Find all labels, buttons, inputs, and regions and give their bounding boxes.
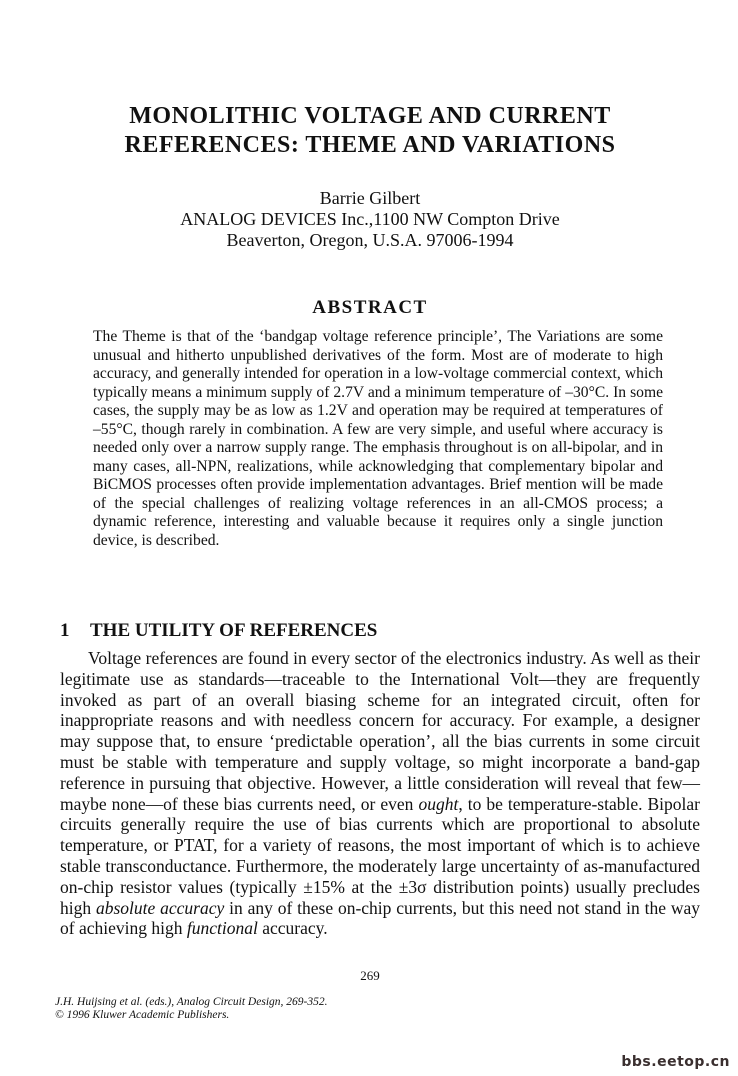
footer	[55, 996, 555, 1022]
author-block	[60, 188, 680, 251]
body-emphasis-absolute-accuracy: absolute accuracy	[95, 897, 225, 918]
body-emphasis-functional: functional	[186, 918, 258, 939]
abstract-heading: ABSTRACT	[312, 297, 428, 318]
section-heading	[60, 620, 700, 642]
title-line-1: MONOLITHIC VOLTAGE AND CURRENT	[129, 103, 611, 129]
title-line-2: REFERENCES: THEME AND VARIATIONS	[124, 132, 616, 158]
section-title: THE UTILITY OF REFERENCES	[90, 620, 378, 641]
body-text-part-3: in any of these on-chip currents, but this need not stand in the way of achieving high	[60, 897, 700, 939]
abstract-text: The Theme is that of the ‘bandgap voltage reference principle’, The Variations are some unusual and hitherto unpublished derivatives of the form. Most are of moderate to high accuracy, and generally intended for operation in a low-voltage commercial context, which typically means a minimum supply of 2.7V and a minimum temperature of –30°C. In some cases, the supply may be as low as 1.2V and operation may be required at temperatures of –55°C, though rarely in combination. A few are very simple, and useful where accuracy is needed only over a narrow supply range. The emphasis throughout is on all-bipolar, and in many cases, all-NPN, realizations, while acknowledging that complementary bipolar and BiCMOS processes often provide implementation advantages. Brief mention will be made of the special challenges of realizing voltage references in an all-CMOS process; a dynamic reference, interesting and valuable because it requires only a single junction device, is described.	[93, 328, 663, 549]
footer-copyright: © 1996 Kluwer Academic Publishers.	[55, 1009, 230, 1021]
section-number: 1	[60, 620, 70, 641]
body-text-part-1: Voltage references are found in every sector of the electronics industry. As well as their legitimate use as standards—traceable to the International Volt—they are frequently invoked as part of an overall biasing scheme for an integrated circuit, often for inappropriate reasons and with needless concern for accuracy. For example, a designer may suppose that, to ensure ‘predictable operation’, all the bias currents in some circuit must be stable with temperature and supply voltage, so might incorporate a band-gap reference in pursuing that objective. However, a little consideration will reveal that few—maybe none—of these bias currents need, or even	[60, 648, 700, 814]
body-text-part-4: accuracy.	[257, 918, 328, 939]
author-address: Beaverton, Oregon, U.S.A. 97006-1994	[226, 230, 514, 250]
body-text-part-2: , to be temperature-stable. Bipolar circuits generally require the use of bias currents which are proportional to absolute temperature, or PTAT, for a variety of reasons, the most important of which is to achieve stable transconductance. Furthermore, the moderately large uncertainty of as-manufactured on-chip resistor values (typically ±15% at the ±3σ distribution points) usually precludes high	[60, 793, 700, 918]
paper-title	[60, 102, 680, 160]
author-affiliation: ANALOG DEVICES Inc.,1100 NW Compton Drive	[180, 209, 560, 229]
body-emphasis-ought: ought	[418, 793, 459, 814]
footer-citation: J.H. Huijsing et al. (eds.), Analog Circuit Design, 269-352.	[55, 996, 328, 1008]
author-name: Barrie Gilbert	[319, 188, 421, 208]
body-paragraph	[60, 648, 700, 939]
watermark: bbs.eetop.cn	[621, 1054, 730, 1070]
page-number: 269	[360, 968, 380, 983]
